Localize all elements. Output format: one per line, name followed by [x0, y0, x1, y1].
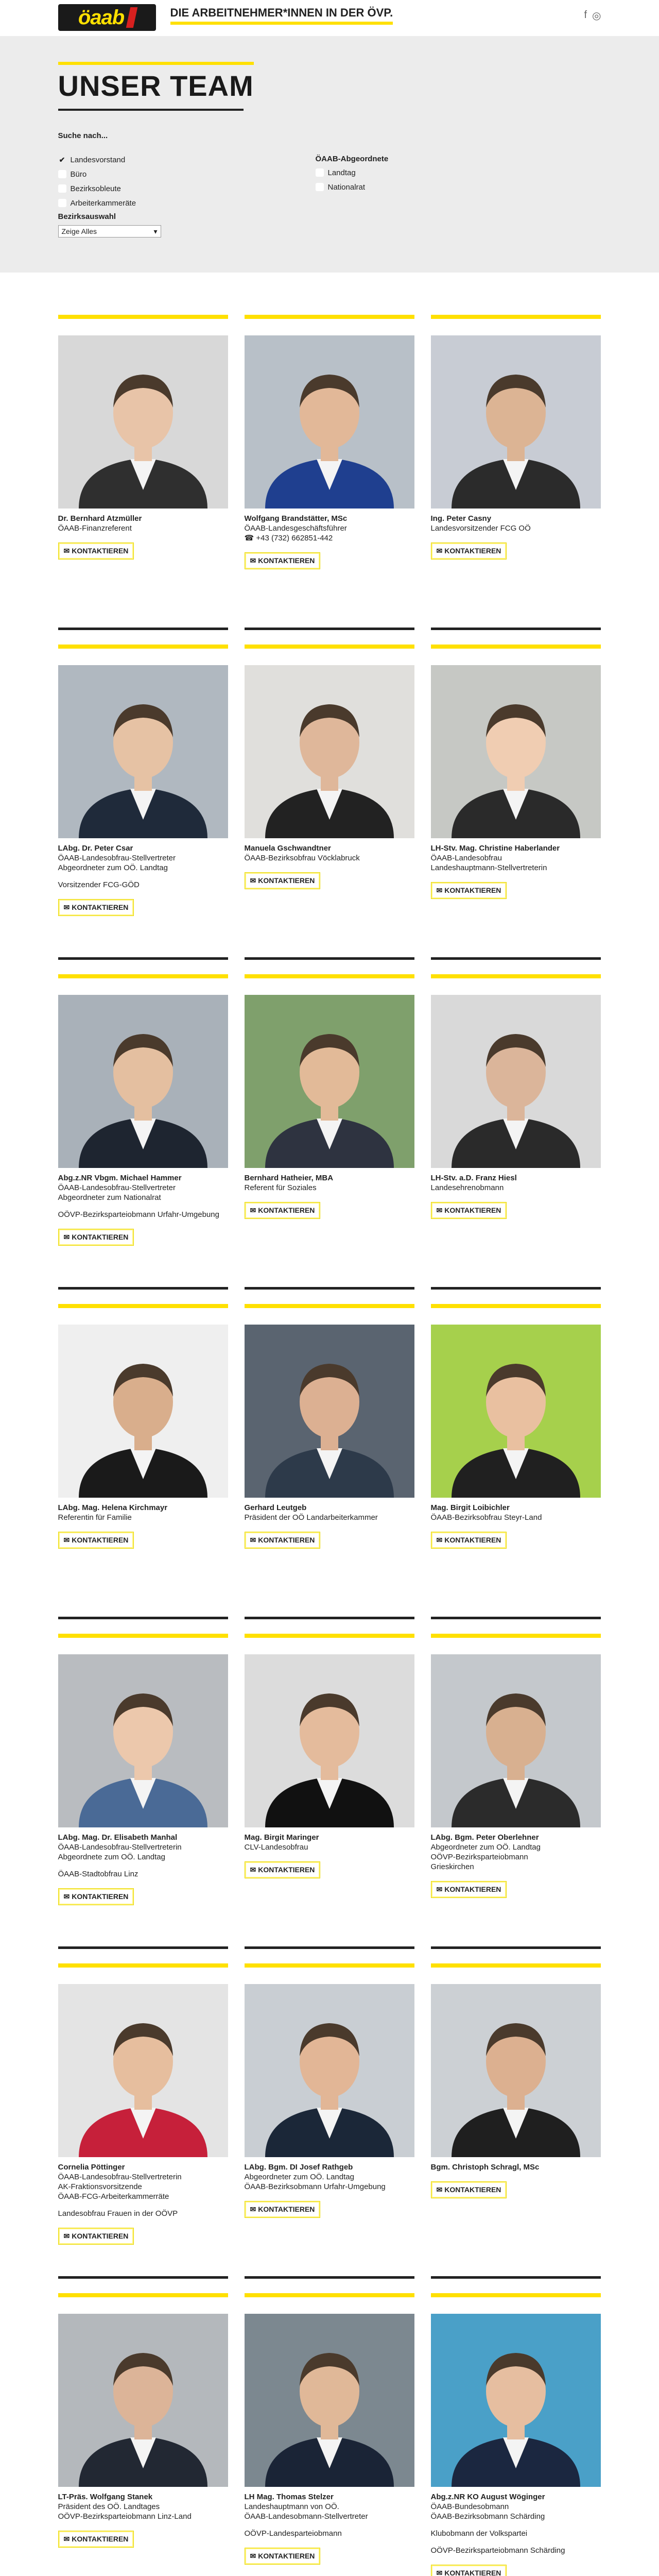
contact-button[interactable]	[245, 872, 321, 889]
member-name: LAbg. Mag. Helena Kirchmayr	[58, 1503, 168, 1512]
member-info	[431, 514, 601, 560]
card-divider	[245, 957, 414, 960]
member-info	[245, 1833, 414, 1878]
portrait-photo	[58, 665, 228, 838]
member-name: LAbg. Mag. Dr. Elisabeth Manhal	[58, 1833, 178, 1842]
portrait-illustration	[58, 1984, 228, 2157]
member-role: ÖAAB-Bezirksobmann Schärding	[430, 2512, 545, 2521]
filter-panel	[58, 155, 601, 238]
portrait-illustration	[245, 1984, 414, 2157]
member-role: CLV-Landesobfrau	[244, 1843, 308, 1852]
portrait-photo	[431, 2314, 601, 2487]
team-member-card	[431, 1963, 601, 2293]
card-divider	[245, 1946, 414, 1949]
contact-button[interactable]	[431, 2181, 507, 2198]
page-title: UNSER TEAM	[58, 62, 254, 103]
contact-label: KONTAKTIEREN	[258, 2205, 315, 2213]
member-info	[245, 2162, 414, 2218]
team-grid	[58, 273, 601, 2576]
portrait-illustration	[245, 1654, 414, 1827]
member-info	[431, 843, 601, 899]
filter-label: Nationalrat	[327, 182, 366, 192]
card-divider	[431, 1617, 601, 1619]
member-role: Abgeordnete zum OÖ. Landtag	[58, 1853, 165, 1861]
logo-text: öaab	[78, 6, 125, 29]
portrait-illustration	[58, 995, 228, 1168]
team-member-card	[58, 974, 228, 1304]
member-role: Landeshauptmann von OÖ.	[244, 2502, 339, 2511]
contact-label: KONTAKTIEREN	[258, 556, 315, 565]
mail-icon: ✉	[63, 547, 70, 555]
contact-button[interactable]	[431, 1202, 507, 1219]
filter-option[interactable]	[58, 169, 161, 179]
mail-icon: ✉	[250, 556, 256, 565]
contact-label: KONTAKTIEREN	[444, 2185, 501, 2194]
card-divider	[58, 1946, 228, 1949]
member-name: LH Mag. Thomas Stelzer	[244, 2493, 334, 2501]
portrait-photo	[431, 995, 601, 1168]
contact-label: KONTAKTIEREN	[444, 886, 501, 894]
member-role: AK-Fraktionsvorsitzende	[58, 2182, 142, 2191]
portrait-photo	[245, 665, 414, 838]
card-accent-line	[58, 974, 228, 978]
card-accent-line	[245, 1634, 414, 1638]
member-role: ÖAAB-Landesobmann-Stellvertreter	[244, 2512, 368, 2521]
member-name: LAbg. Bgm. Peter Oberlehner	[430, 1833, 539, 1842]
site-tagline: DIE ARBEITNEHMER*INNEN IN DER ÖVP.	[170, 6, 393, 25]
portrait-illustration	[58, 1325, 228, 1498]
team-member-card	[245, 974, 414, 1304]
contact-label: KONTAKTIEREN	[444, 1536, 501, 1544]
member-role: ÖAAB-Landesobfrau-Stellvertreter	[58, 1183, 176, 1192]
card-divider	[245, 1287, 414, 1290]
portrait-illustration	[431, 335, 601, 509]
member-role: Abgeordneter zum OÖ. Landtag	[58, 863, 168, 872]
member-info	[245, 1173, 414, 1219]
portrait-illustration	[58, 1654, 228, 1827]
card-divider	[431, 628, 601, 630]
member-name: Dr. Bernhard Atzmüller	[58, 514, 142, 523]
card-divider	[431, 957, 601, 960]
member-name: Mag. Birgit Maringer	[244, 1833, 319, 1842]
contact-button[interactable]	[431, 2565, 507, 2576]
member-extra: OÖVP-Bezirksparteiobmann Schärding	[430, 2546, 565, 2555]
team-member-card	[58, 315, 228, 645]
member-name: LAbg. Dr. Peter Csar	[58, 844, 133, 853]
bezirk-label: Bezirksauswahl	[58, 212, 116, 221]
oeaab-logo[interactable]	[58, 4, 156, 31]
member-name: Abg.z.NR Vbgm. Michael Hammer	[58, 1174, 182, 1182]
filter-option[interactable]	[316, 167, 389, 178]
checkbox[interactable]	[58, 199, 66, 207]
mail-icon: ✉	[250, 876, 256, 885]
member-info	[245, 2492, 414, 2565]
member-info	[431, 1503, 601, 1549]
mail-icon: ✉	[63, 903, 70, 911]
portrait-photo	[245, 2314, 414, 2487]
member-extra: Landesobfrau Frauen in der OÖVP	[58, 2209, 178, 2218]
member-role: ÖAAB-Bezirksobfrau Steyr-Land	[430, 1513, 542, 1522]
member-name: Manuela Gschwandtner	[244, 844, 331, 853]
mail-icon: ✉	[63, 1536, 70, 1544]
portrait-photo	[431, 1984, 601, 2157]
member-extra: Klubobmann der Volkspartei	[430, 2529, 528, 2538]
card-divider	[431, 2276, 601, 2279]
member-info	[58, 843, 228, 916]
search-label: Suche nach...	[58, 131, 108, 140]
member-role: Abgeordneter zum OÖ. Landtag	[244, 2173, 354, 2181]
contact-label: KONTAKTIEREN	[258, 1536, 315, 1544]
portrait-illustration	[431, 1325, 601, 1498]
portrait-illustration	[245, 1325, 414, 1498]
member-role: ÖAAB-Landesobfrau-Stellvertreterin	[58, 1843, 182, 1852]
card-divider	[245, 628, 414, 630]
checkbox[interactable]	[58, 184, 66, 193]
portrait-illustration	[245, 335, 414, 509]
team-member-card	[58, 2293, 228, 2576]
filter-option[interactable]	[316, 182, 389, 192]
member-role: OÖVP-Bezirksparteiobmann Linz-Land	[58, 2512, 192, 2521]
portrait-illustration	[431, 2314, 601, 2487]
contact-label: KONTAKTIEREN	[72, 1892, 129, 1901]
card-divider	[58, 2276, 228, 2279]
contact-label: KONTAKTIEREN	[444, 1885, 501, 1893]
filter-label: Landtag	[327, 168, 356, 177]
portrait-photo	[58, 1325, 228, 1498]
portrait-illustration	[431, 1654, 601, 1827]
portrait-illustration	[431, 995, 601, 1168]
member-role: Referentin für Familie	[58, 1513, 132, 1522]
mail-icon: ✉	[436, 886, 443, 894]
card-divider	[58, 1287, 228, 1290]
member-role: Abgeordneter zum Nationalrat	[58, 1193, 161, 1202]
checkbox[interactable]	[58, 170, 66, 178]
team-member-card	[245, 2293, 414, 2576]
card-divider	[245, 1617, 414, 1619]
team-member-card	[431, 974, 601, 1304]
member-name: LH-Stv. a.D. Franz Hiesl	[430, 1174, 517, 1182]
contact-button[interactable]	[58, 2531, 134, 2548]
portrait-photo	[431, 1654, 601, 1827]
mail-icon: ✉	[250, 2552, 256, 2560]
mail-icon: ✉	[436, 1885, 443, 1893]
card-divider	[58, 628, 228, 630]
contact-label: KONTAKTIEREN	[444, 1206, 501, 1214]
member-name: LT-Präs. Wolfgang Stanek	[58, 2493, 153, 2501]
portrait-photo	[58, 335, 228, 509]
filter-group-role	[58, 155, 161, 238]
filter-group-title: ÖAAB-Abgeordnete	[315, 155, 389, 163]
member-role: Landesehrenobmann	[430, 1183, 504, 1192]
top-bar	[0, 0, 659, 36]
checkbox[interactable]	[316, 168, 324, 177]
contact-label: KONTAKTIEREN	[72, 1233, 129, 1241]
team-member-card	[58, 1963, 228, 2293]
member-role: Grieskirchen	[430, 1862, 474, 1871]
team-member-card	[431, 315, 601, 645]
contact-label: KONTAKTIEREN	[444, 2569, 501, 2576]
mail-icon: ✉	[436, 2185, 443, 2194]
team-member-card	[431, 645, 601, 974]
team-member-card	[245, 1963, 414, 2293]
team-member-card	[431, 1304, 601, 1634]
contact-label: KONTAKTIEREN	[72, 2232, 129, 2240]
card-divider	[431, 1287, 601, 1290]
bezirk-select[interactable]	[58, 225, 161, 238]
card-accent-line	[58, 2293, 228, 2297]
filter-option[interactable]	[58, 155, 161, 165]
filter-label: Bezirksobleute	[70, 184, 121, 193]
contact-label: KONTAKTIEREN	[444, 547, 501, 555]
card-accent-line	[245, 1304, 414, 1308]
contact-button[interactable]	[245, 1202, 321, 1219]
filter-option[interactable]	[58, 198, 161, 208]
portrait-photo	[245, 1325, 414, 1498]
member-role: Präsident des OÖ. Landtages	[58, 2502, 160, 2511]
title-underline	[58, 109, 244, 111]
portrait-photo	[431, 335, 601, 509]
portrait-photo	[245, 335, 414, 509]
member-name: Wolfgang Brandstätter, MSc	[244, 514, 348, 523]
instagram-icon[interactable]: ◎	[592, 10, 601, 22]
member-info	[431, 2492, 601, 2576]
card-accent-line	[58, 1963, 228, 1968]
mail-icon: ✉	[63, 2232, 70, 2240]
portrait-illustration	[245, 665, 414, 838]
member-info	[431, 2162, 601, 2198]
contact-button[interactable]	[58, 2228, 134, 2245]
contact-button[interactable]	[245, 1861, 321, 1878]
contact-label: KONTAKTIEREN	[258, 1866, 315, 1874]
filter-option[interactable]	[58, 183, 161, 194]
portrait-photo	[58, 1984, 228, 2157]
contact-button[interactable]	[58, 1229, 134, 1246]
member-role: Präsident der OÖ Landarbeiterkammer	[244, 1513, 378, 1522]
mail-icon: ✉	[250, 1206, 256, 1214]
member-info	[245, 843, 414, 889]
contact-button[interactable]	[58, 1532, 134, 1549]
member-role: ÖAAB-FCG-Arbeiterkammerräte	[58, 2192, 169, 2201]
member-extra: OÖVP-Bezirksparteiobmann Urfahr-Umgebung	[58, 1210, 219, 1219]
bezirk-select-value: Zeige Alles	[61, 227, 97, 235]
mail-icon: ✉	[63, 2535, 70, 2543]
card-accent-line	[431, 1963, 601, 1968]
portrait-illustration	[245, 995, 414, 1168]
member-extra: OÖVP-Landesparteiobmann	[244, 2529, 342, 2538]
member-name: Mag. Birgit Loibichler	[430, 1503, 510, 1512]
contact-button[interactable]	[245, 1532, 321, 1549]
portrait-illustration	[58, 335, 228, 509]
contact-button[interactable]	[58, 899, 134, 916]
member-info	[58, 1173, 228, 1246]
card-accent-line	[431, 1304, 601, 1308]
member-role: ÖAAB-Finanzreferent	[58, 524, 132, 533]
member-info	[245, 1503, 414, 1549]
member-extra: ÖAAB-Stadtobfrau Linz	[58, 1870, 138, 1878]
member-role: ÖAAB-Landesobfrau	[430, 854, 502, 862]
member-name: Bernhard Hatheier, MBA	[244, 1174, 334, 1182]
card-accent-line	[431, 645, 601, 649]
team-member-card	[431, 2293, 601, 2576]
card-accent-line	[431, 2293, 601, 2297]
member-name: Gerhard Leutgeb	[244, 1503, 307, 1512]
member-role: ÖAAB-Bundesobmann	[430, 2502, 509, 2511]
card-accent-line	[58, 315, 228, 319]
member-role: OÖVP-Bezirksparteiobmann	[430, 1853, 528, 1861]
card-divider	[58, 1617, 228, 1619]
portrait-photo	[245, 995, 414, 1168]
team-member-card	[58, 1304, 228, 1634]
member-extra: Vorsitzender FCG-GÖD	[58, 880, 140, 889]
card-accent-line	[58, 1634, 228, 1638]
contact-label: KONTAKTIEREN	[72, 903, 129, 911]
mail-icon: ✉	[436, 547, 443, 555]
portrait-illustration	[431, 665, 601, 838]
card-accent-line	[245, 1963, 414, 1968]
portrait-photo	[431, 1325, 601, 1498]
filter-group-abgeordnete	[316, 155, 389, 238]
member-name: Ing. Peter Casny	[430, 514, 492, 523]
filter-label: Büro	[70, 170, 87, 179]
member-role: Referent für Soziales	[244, 1183, 317, 1192]
member-role: Landesvorsitzender FCG OÖ	[430, 524, 531, 533]
portrait-illustration	[245, 2314, 414, 2487]
card-accent-line	[58, 645, 228, 649]
contact-label: KONTAKTIEREN	[258, 1206, 315, 1214]
contact-label: KONTAKTIEREN	[72, 1536, 129, 1544]
card-divider	[245, 2276, 414, 2279]
member-role: ÖAAB-Landesgeschäftsführer	[244, 524, 347, 533]
contact-button[interactable]	[245, 2548, 321, 2565]
contact-button[interactable]	[245, 552, 321, 569]
card-divider	[58, 957, 228, 960]
contact-label: KONTAKTIEREN	[258, 876, 315, 885]
member-name: Bgm. Christoph Schragl, MSc	[430, 2163, 540, 2172]
portrait-illustration	[58, 665, 228, 838]
card-accent-line	[245, 2293, 414, 2297]
member-info	[58, 514, 228, 560]
mail-icon: ✉	[250, 2205, 256, 2213]
card-accent-line	[245, 315, 414, 319]
contact-button[interactable]	[431, 882, 507, 899]
team-member-card	[58, 645, 228, 974]
member-info	[58, 1503, 228, 1549]
mail-icon: ✉	[63, 1233, 70, 1241]
portrait-photo	[58, 995, 228, 1168]
mail-icon: ✉	[436, 2569, 443, 2576]
member-role: ÖAAB-Bezirksobmann Urfahr-Umgebung	[244, 2182, 386, 2191]
portrait-photo	[431, 665, 601, 838]
member-name: Cornelia Pöttinger	[58, 2163, 125, 2172]
member-info	[58, 2492, 228, 2548]
mail-icon: ✉	[250, 1866, 256, 1874]
contact-button[interactable]	[431, 1532, 507, 1549]
member-info	[58, 2162, 228, 2245]
mail-icon: ✉	[63, 1892, 70, 1901]
contact-button[interactable]	[58, 1888, 134, 1905]
card-accent-line	[245, 974, 414, 978]
team-member-card	[245, 1304, 414, 1634]
portrait-photo	[245, 1984, 414, 2157]
checkbox[interactable]	[316, 183, 324, 191]
mail-icon: ✉	[436, 1206, 443, 1214]
contact-label: KONTAKTIEREN	[72, 2535, 129, 2543]
social-links	[584, 9, 601, 22]
contact-label: KONTAKTIEREN	[72, 547, 129, 555]
portrait-illustration	[58, 2314, 228, 2487]
filter-label: Landesvorstand	[70, 155, 126, 164]
portrait-photo	[58, 1654, 228, 1827]
facebook-icon[interactable]: f	[584, 9, 587, 21]
member-role: Landeshauptmann-Stellvertreterin	[430, 863, 547, 872]
member-info	[245, 514, 414, 569]
chevron-down-icon: ▾	[153, 227, 158, 235]
mail-icon: ✉	[250, 1536, 256, 1544]
contact-button[interactable]	[245, 2201, 321, 2218]
member-role: ÖAAB-Landesobfrau-Stellvertreterin	[58, 2173, 182, 2181]
portrait-photo	[245, 1654, 414, 1827]
team-member-card	[245, 315, 414, 645]
team-member-card	[58, 1634, 228, 1963]
member-name: LH-Stv. Mag. Christine Haberlander	[430, 844, 560, 853]
card-accent-line	[431, 1634, 601, 1638]
team-header	[0, 36, 659, 273]
member-info	[431, 1173, 601, 1219]
member-info	[431, 1833, 601, 1898]
card-accent-line	[431, 974, 601, 978]
filter-label: Arbeiterkammeräte	[70, 198, 136, 208]
member-role: Abgeordneter zum OÖ. Landtag	[430, 1843, 541, 1852]
member-name: LAbg. Bgm. DI Josef Rathgeb	[244, 2163, 353, 2172]
team-member-card	[245, 1634, 414, 1963]
portrait-illustration	[431, 1984, 601, 2157]
contact-label: KONTAKTIEREN	[258, 2552, 315, 2560]
card-accent-line	[431, 315, 601, 319]
card-divider	[431, 1946, 601, 1949]
contact-button[interactable]	[58, 543, 134, 560]
team-member-card	[431, 1634, 601, 1963]
card-accent-line	[245, 645, 414, 649]
member-role: ÖAAB-Bezirksobfrau Vöcklabruck	[244, 854, 360, 862]
card-accent-line	[58, 1304, 228, 1308]
member-name: Abg.z.NR KO August Wöginger	[430, 2493, 545, 2501]
member-role: ☎ +43 (732) 662851-442	[244, 534, 333, 543]
contact-button[interactable]	[431, 543, 507, 560]
member-role: ÖAAB-Landesobfrau-Stellvertreter	[58, 854, 176, 862]
logo-flag-icon	[126, 7, 138, 28]
contact-button[interactable]	[431, 1881, 507, 1898]
team-member-card	[245, 645, 414, 974]
mail-icon: ✉	[436, 1536, 443, 1544]
checkmark-icon[interactable]: ✔	[59, 156, 65, 164]
portrait-photo	[58, 2314, 228, 2487]
member-info	[58, 1833, 228, 1905]
